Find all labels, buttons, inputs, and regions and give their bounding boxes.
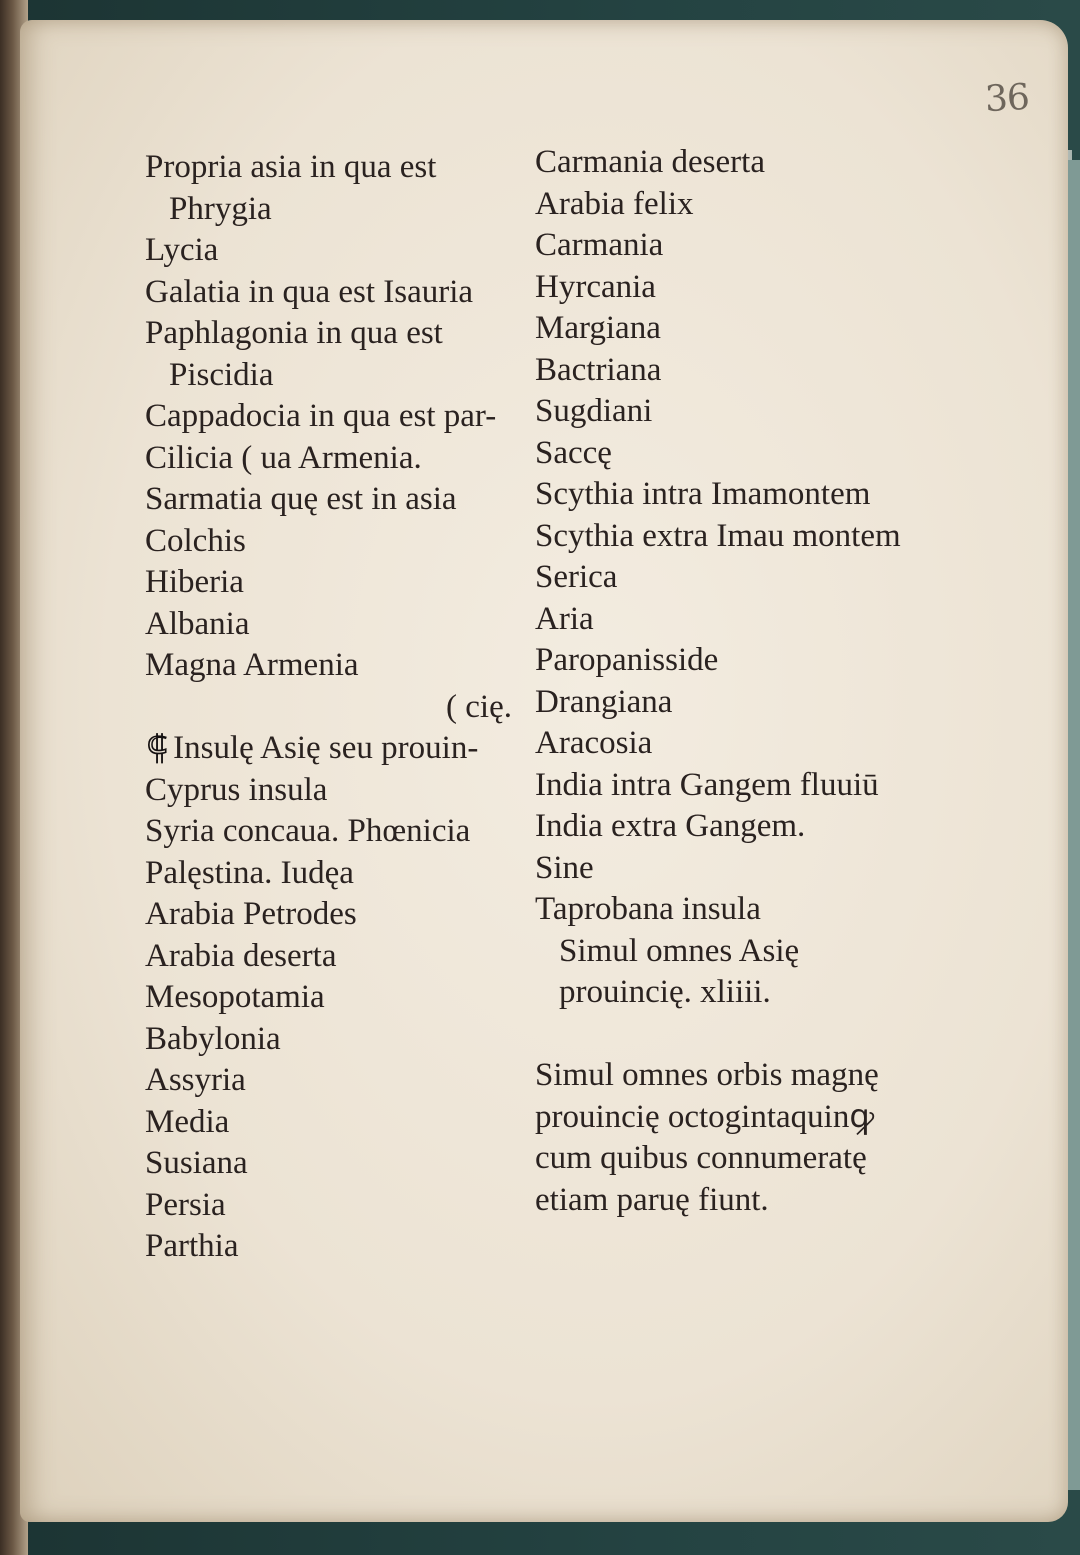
right-line: Saccę (535, 434, 612, 471)
left-line: Lycia (145, 232, 219, 268)
left-line: Assyria (145, 1062, 246, 1098)
right-line: prouincię. xliiii. (559, 974, 771, 1010)
pilcrow-icon: ⸿ (146, 728, 168, 768)
summary-line: cum quibus connumeratę (535, 1140, 867, 1176)
left-line: Mesopotamia (145, 979, 325, 1015)
left-line: Sarmatia quę est in asia (145, 481, 457, 517)
left-line: Piscidia (169, 356, 274, 393)
book-cover-edge (1068, 160, 1080, 1490)
left-line: Cyprus insula (145, 771, 328, 808)
left-line: Arabia Petrodes (145, 896, 357, 932)
left-line: Babylonia (145, 1020, 281, 1057)
left-line: Hiberia (145, 564, 244, 600)
left-line: ( cię. (446, 688, 512, 725)
left-line: Palęstina. Iudęa (145, 854, 354, 891)
right-line: Carmania (535, 227, 664, 263)
left-line: Albania (145, 605, 250, 642)
right-line: Scythia intra Imamontem (535, 476, 871, 512)
right-line: Paropanisside (535, 642, 719, 678)
left-line: Paphlagonia in qua est (145, 315, 443, 351)
right-line: Arabia felix (535, 185, 694, 222)
right-line: Drangiana (535, 683, 673, 720)
right-line: India intra Gangem fluuiū (535, 766, 879, 803)
right-line: Margiana (535, 310, 661, 346)
left-column (145, 147, 520, 1268)
left-line: Colchis (145, 522, 246, 559)
right-line: Bactriana (535, 351, 662, 388)
left-line: Propria asia in qua est (145, 149, 437, 185)
right-line: Sine (535, 849, 594, 886)
right-line: Aracosia (535, 725, 653, 761)
left-line: Phrygia (169, 190, 272, 227)
right-line: Hyrcania (535, 268, 656, 305)
section-heading: Insulę Asię seu prouin- (173, 730, 479, 766)
left-line: Syria concaua. Phœnicia (145, 813, 471, 849)
left-line: Magna Armenia (145, 647, 359, 683)
section-heading-line (145, 728, 520, 770)
left-line: Cilicia ( ua Armenia. (145, 439, 422, 476)
right-line: Simul omnes Asię (559, 932, 800, 969)
left-line: Galatia in qua est Isauria (145, 273, 474, 310)
right-line: Carmania deserta (535, 144, 765, 180)
left-line: Arabia deserta (145, 937, 337, 974)
right-line: Taprobana insula (535, 891, 761, 927)
summary-line: Simul omnes orbis magnę (535, 1057, 879, 1093)
left-line: Persia (145, 1186, 226, 1223)
left-line: Parthia (145, 1228, 239, 1264)
right-line: Scythia extra Imau montem (535, 517, 901, 554)
right-line: Aria (535, 600, 594, 637)
left-line: Susiana (145, 1145, 248, 1181)
right-line: India extra Gangem. (535, 808, 806, 844)
spacer (535, 1014, 915, 1056)
right-line: Serica (535, 559, 618, 595)
left-line: Media (145, 1103, 230, 1140)
page-number: 36 (983, 76, 1030, 121)
left-line: Cappadocia in qua est par- (145, 398, 497, 434)
summary-line: prouincię octogintaquinꝙ (535, 1098, 875, 1135)
right-column (535, 142, 915, 1221)
summary-line: etiam paruę fiunt. (535, 1181, 769, 1218)
right-line: Sugdiani (535, 393, 653, 429)
